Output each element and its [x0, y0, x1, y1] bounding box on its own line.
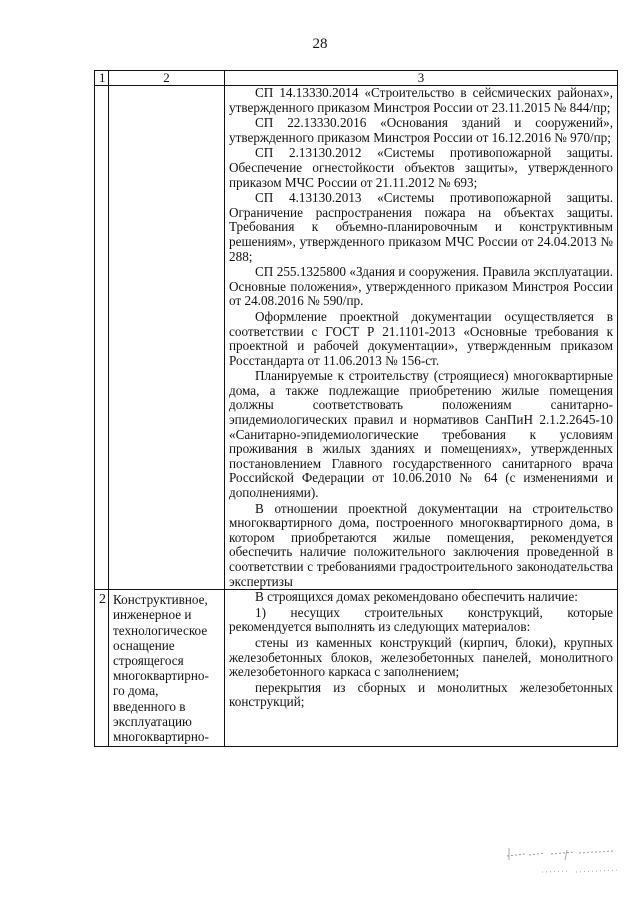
- scan-stamp-mark: [505, 842, 615, 862]
- row-requirements: [225, 86, 618, 590]
- row-requirements: [225, 590, 618, 747]
- paragraph: СП 2.13130.2012 «Системы противопожарной защиты. Обеспечение огнестойкости объектов защиты», утвержденного приказом МЧС России от 21.11.2012 № 693;: [229, 145, 613, 190]
- row-title-line: введенного в: [113, 698, 186, 714]
- row-title-line: оснащение: [113, 637, 175, 653]
- paragraph: СП 22.13330.2016 «Основания зданий и сооружений», утвержденного приказом Минстроя России от 16.12.2016 № 970/пр;: [229, 115, 613, 145]
- table-header-row: [95, 71, 618, 86]
- paragraph: В строящихся домах рекомендовано обеспечить наличие:: [255, 589, 578, 605]
- row-title-line: эксплуатацию: [113, 713, 192, 729]
- row-title: [109, 590, 225, 747]
- header-col-3: 3: [225, 71, 618, 86]
- requirements-table: [94, 70, 618, 747]
- row-title-line: Конструктивное,: [113, 592, 208, 608]
- row-title-line: го дома,: [113, 683, 159, 699]
- row-title: [109, 86, 225, 590]
- row-number: [95, 86, 109, 590]
- row-title-line: технологическое: [113, 622, 208, 638]
- row-title-line: многоквартирно-: [113, 668, 209, 684]
- paragraph: 1) несущих строительных конструкций, которые рекомендуется выполнять из следующих материалов:: [229, 604, 613, 635]
- paragraph: перекрытия из сборных и монолитных железобетонных конструкций;: [229, 679, 613, 710]
- paragraph: СП 255.1325800 «Здания и сооружения. Правила эксплуатации. Основные положения», утвержденного приказом Минстроя России от 24.08.2016 № 590/пр.: [229, 264, 613, 309]
- page-number: 28: [312, 36, 328, 52]
- header-col-2: 2: [109, 71, 225, 86]
- row-title-line: инженерное и: [113, 607, 192, 623]
- paragraph: В отношении проектной документации на строительство многоквартирного дома, построенного многоквартирного дома, в котором приобретаются жилые помещения, рекомендуется обеспечить наличие положительного заключения проведенной в соответствии с требованиями градостроительного законодательства экспертизы: [229, 500, 613, 589]
- table-row: [95, 86, 618, 590]
- header-col-1: 1: [95, 71, 109, 86]
- table-row: [95, 590, 618, 747]
- row-number: 2: [95, 590, 109, 747]
- paragraph: Планируемые к строительству (строящиеся) многоквартирные дома, а также подлежащие приобретению жилые помещения должны соответствовать положениям санитарно-эпидемиологических правил и нормативов СанПиН 2.1.2.2645-10 «Санитарно-эпидемиологические требования к условиям проживания в жилых зданиях и помещениях», утвержденных постановлением Главного государственного санитарного врача Российской Федерации от 10.06.2010 № 64 (с изменениями и дополнениями).: [229, 368, 613, 501]
- scan-stamp-mark: [540, 864, 620, 878]
- paragraph: стены из каменных конструкций (кирпич, блоки), крупных железобетонных блоков, железобетонных панелей, монолитного железобетонного каркаса с заполнением;: [229, 634, 613, 680]
- row-title-line: многоквартирно-: [113, 729, 209, 745]
- row-title-line: строящегося: [113, 653, 184, 668]
- paragraph: СП 14.13330.2014 «Строительство в сейсмических районах», утвержденного приказом Минстроя России от 23.11.2015 № 844/пр;: [229, 85, 613, 115]
- paragraph: Оформление проектной документации осуществляется в соответствии с ГОСТ Р 21.1101-2013 «Основные требования к проектной и рабочей документации», утвержденным приказом Росстандарта от 11.06.2013 № 156-ст.: [229, 308, 613, 368]
- paragraph: СП 4.13130.2013 «Системы противопожарной защиты. Ограничение распространения пожара на объектах защиты. Требования к объемно-планировочным и конструктивным решениям», утвержденного приказом МЧС России от 24.04.2013 № 288;: [229, 190, 613, 264]
